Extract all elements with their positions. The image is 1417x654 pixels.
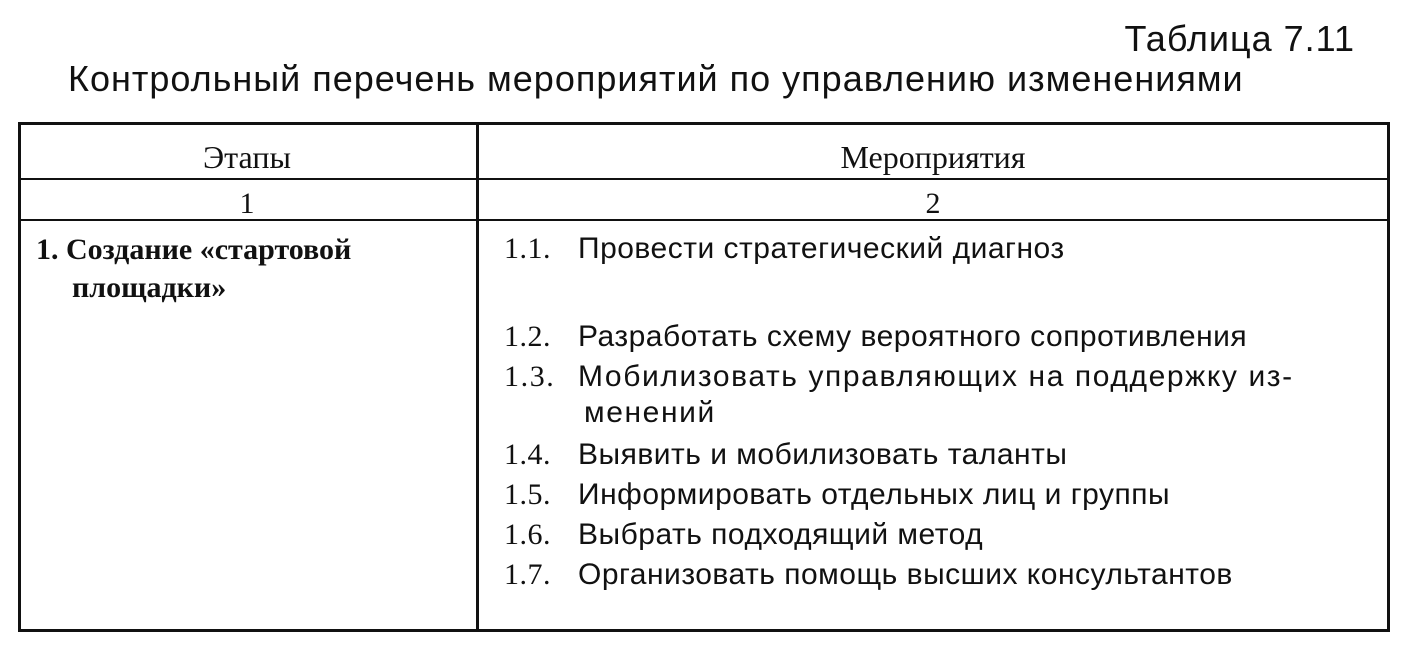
column-header-stages: Этапы (203, 139, 291, 175)
stage-title-line2: площадки» (72, 271, 227, 304)
action-text: Провести стратегический диагноз (578, 232, 1065, 265)
action-text: Мобилизовать управляющих на поддержку из- (578, 360, 1294, 393)
table-number: Таблица 7.11 (1124, 18, 1355, 59)
action-number: 1.1. (504, 232, 551, 265)
action-text-continuation: менений (584, 396, 716, 429)
action-text: Выбрать подходящий метод (578, 518, 984, 551)
action-item (504, 477, 1364, 513)
action-item (504, 437, 1364, 473)
action-number: 1.5. (504, 478, 551, 511)
action-number: 1.7. (504, 558, 551, 591)
action-number: 1.2. (504, 320, 551, 353)
column-number-2: 2 (925, 187, 941, 220)
action-number: 1.6. (504, 518, 551, 551)
column-header-actions: Мероприятия (840, 139, 1026, 175)
stage-title-line1: 1. Создание «стартовой (36, 233, 352, 266)
action-item (504, 517, 1364, 553)
action-item (504, 319, 1364, 355)
header-divider (18, 178, 1387, 180)
action-text: Разработать схему вероятного сопротивления (578, 320, 1248, 353)
action-text: Информировать отдельных лиц и группы (578, 478, 1171, 511)
action-text: Выявить и мобилизовать таланты (578, 438, 1068, 471)
action-item (504, 231, 1364, 267)
table-title: Контрольный перечень мероприятий по управлению изменениями (68, 58, 1244, 99)
stage-cell (36, 231, 456, 307)
action-item (504, 557, 1364, 593)
action-item (504, 359, 1364, 431)
action-number: 1.4. (504, 438, 551, 471)
action-number: 1.3. (504, 360, 556, 393)
table (18, 122, 1390, 632)
column-number-1: 1 (239, 187, 255, 220)
action-text: Организовать помощь высших консультантов (578, 558, 1233, 591)
